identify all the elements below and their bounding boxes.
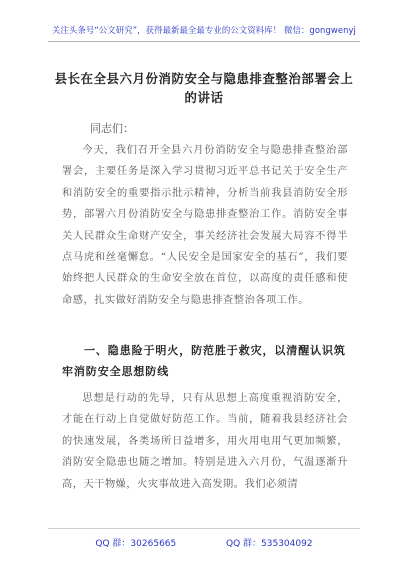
- footer-qq-group-2[interactable]: QQ 群：535304092: [226, 539, 313, 549]
- header-notice[interactable]: 关注头条号“公文研究”，获得最新最全最专业的公文资料库！ 微信：gongwenyj: [52, 25, 356, 35]
- section-paragraph: 思想是行动的先导，只有从思想上高度重视消防安全，才能在行动上自觉做好防范工作。当前，随着我县经济社会的快速发展，各类场所日益增多，用火用电用气更加频繁，消防安全隐患也随之增加。特别是进入六月份，气温逐渐升高，天干物燥，火灾事故进入高发期。我们必须清: [62, 393, 348, 490]
- salutation: 同志们：: [90, 122, 134, 135]
- document-title: 县长在全县六月份消防安全与隐患排查整治部署会上的讲话: [54, 71, 354, 105]
- footer-divider: [48, 528, 360, 529]
- footer-qq-group-1[interactable]: QQ 群：30265665: [95, 539, 177, 549]
- intro-paragraph: 今天，我们召开全县六月份消防安全与隐患排查整治部署会，主要任务是深入学习贯彻习近平总书记关于安全生产和消防安全的重要指示批示精神，分析当前我县消防安全形势，部署六月份消防安全与隐患排查整治工作。消防安全事关人民群众生命财产安全，事关经济社会发展大局容不得半点马虎和丝毫懈怠。“人民安全是国家安全的基石”，我们要始终把人民群众的生命安全放在首位，以高度的责任感和使命感，扎实做好消防安全与隐患排查整治各项工作。: [62, 145, 348, 306]
- section-heading: 一、隐患险于明火，防范胜于救灾，以清醒认识筑牢消防安全思想防线: [62, 344, 346, 378]
- header-divider: [48, 41, 360, 42]
- footer: [0, 536, 408, 549]
